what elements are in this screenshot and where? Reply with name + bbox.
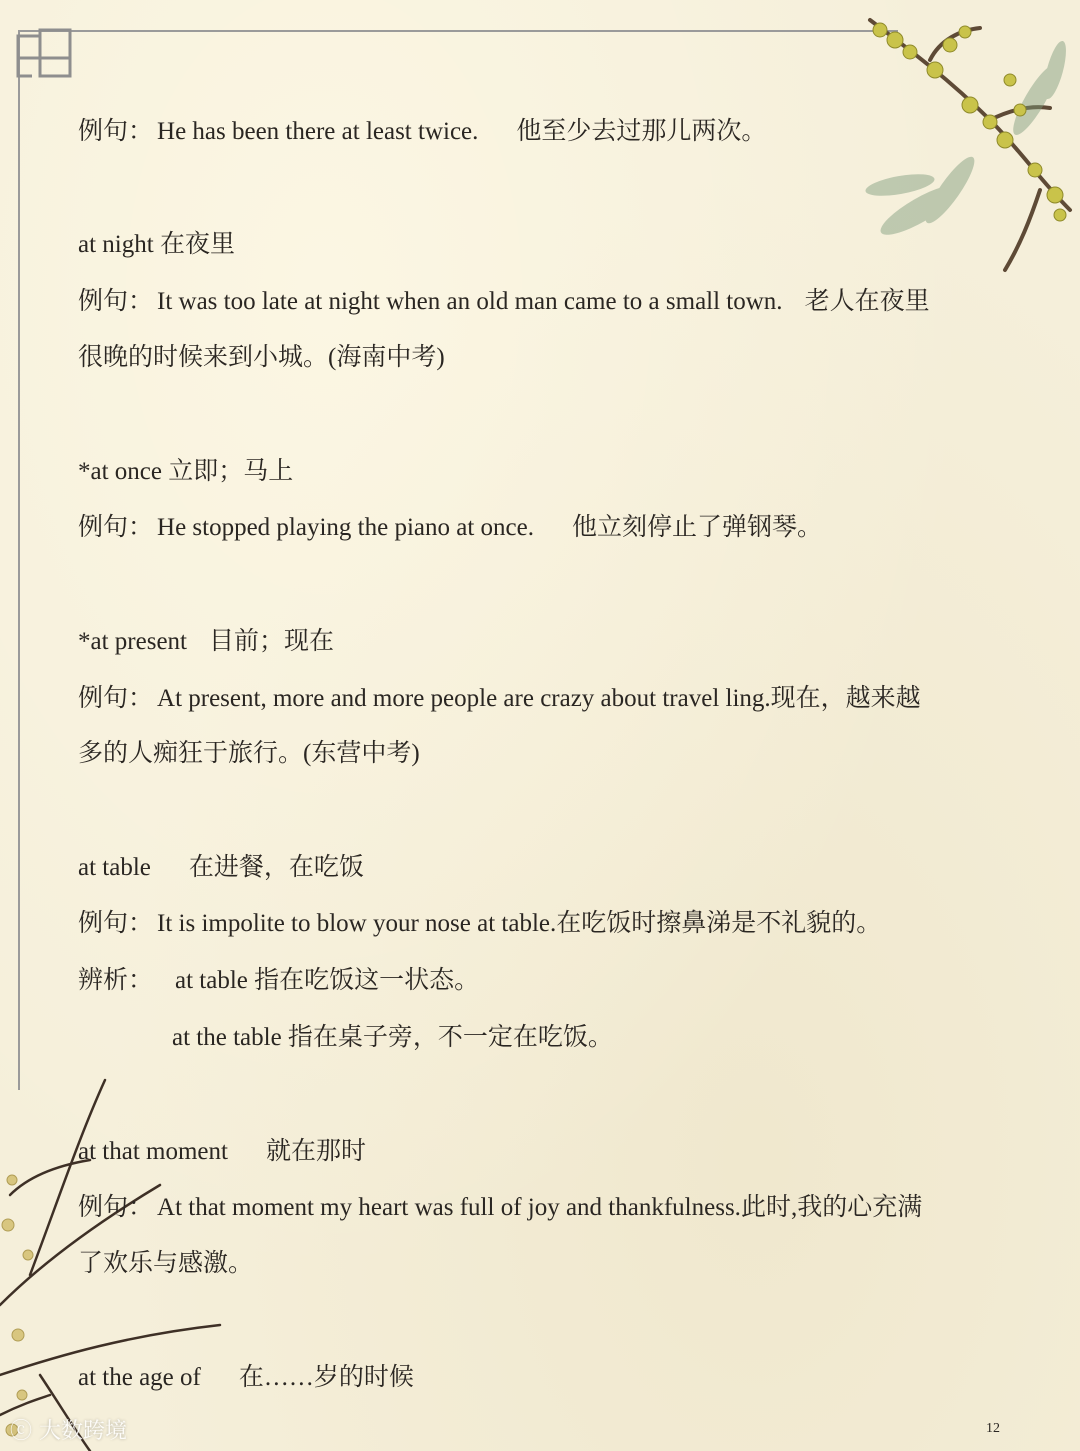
example-line-4 — [78, 686, 921, 711]
page-number: 12 — [986, 1421, 1000, 1436]
example-chinese-continued: 多的人痴狂于旅行。(东营中考) — [78, 740, 420, 767]
example-chinese: 在吃饭时擦鼻涕是不礼貌的。 — [556, 910, 882, 937]
example-chinese: 现在，越来越 — [770, 685, 921, 712]
example-line-1 — [78, 119, 766, 144]
phrase-term: *at present — [78, 628, 187, 655]
phrase-at-table — [78, 855, 364, 880]
example-english: It is impolite to blow your nose at table. — [157, 910, 557, 937]
phrase-meaning: 就在那时 — [265, 1138, 366, 1165]
example-english: At present, more and more people are crazy about travel ling. — [157, 685, 771, 712]
example-chinese-continued: 了欢乐与感激。 — [78, 1250, 254, 1277]
phrase-term: at the age of — [78, 1364, 201, 1391]
example-label: 例句： — [78, 685, 154, 712]
corner-knot-ornament — [14, 26, 76, 82]
example-english: At that moment my heart was full of joy and thankfulness. — [157, 1194, 741, 1221]
phrase-meaning: 在夜里 — [159, 231, 235, 258]
watermark — [10, 1414, 127, 1445]
plum-blossom-branch-top — [840, 10, 1080, 280]
phrase-at-the-age-of — [78, 1365, 414, 1390]
phrase-meaning: 立即；马上 — [168, 458, 294, 485]
example-line-6 — [78, 1195, 922, 1220]
phrase-term: at that moment — [78, 1138, 228, 1165]
analysis-label: 辨析： — [78, 967, 154, 994]
phrase-at-once — [78, 459, 293, 484]
example-label: 例句： — [78, 288, 154, 315]
analysis-line-1 — [78, 968, 479, 993]
example-label: 例句： — [78, 910, 154, 937]
example-chinese: 他至少去过那儿两次。 — [516, 118, 767, 145]
phrase-term: at table — [78, 854, 151, 881]
phrase-term: at night — [78, 231, 154, 258]
example-english: He stopped playing the piano at once. — [157, 514, 534, 541]
example-chinese-continued: 很晚的时候来到小城。(海南中考) — [78, 344, 445, 371]
analysis-line-2 — [172, 1025, 613, 1050]
example-label: 例句： — [78, 118, 154, 145]
analysis-english: at table — [175, 967, 248, 994]
phrase-at-night — [78, 232, 235, 257]
example-line-6-cont — [78, 1251, 253, 1276]
analysis-english: at the table — [172, 1024, 282, 1051]
example-line-3 — [78, 515, 822, 540]
analysis-chinese: 指在吃饭这一状态。 — [254, 967, 480, 994]
phrase-meaning: 在……岁的时候 — [238, 1364, 414, 1391]
example-chinese: 此时,我的心充满 — [740, 1194, 923, 1221]
watermark-text: 大数跨境 — [39, 1419, 128, 1444]
example-line-2 — [78, 289, 930, 314]
frame-top-line — [18, 30, 898, 32]
example-line-4-cont — [78, 741, 420, 766]
example-label: 例句： — [78, 1194, 154, 1221]
frame-left-line — [18, 30, 20, 1090]
example-english: He has been there at least twice. — [157, 118, 479, 145]
phrase-meaning: 目前；现在 — [208, 628, 334, 655]
example-chinese: 老人在夜里 — [804, 288, 930, 315]
watermark-logo-icon: ⓒ — [10, 1419, 33, 1444]
phrase-meaning: 在进餐，在吃饭 — [188, 854, 364, 881]
example-line-5 — [78, 911, 881, 936]
example-label: 例句： — [78, 514, 154, 541]
example-english: It was too late at night when an old man came to a small town. — [157, 288, 783, 315]
analysis-chinese: 指在桌子旁，不一定在吃饭。 — [287, 1024, 613, 1051]
example-line-2-cont — [78, 345, 445, 370]
phrase-at-present — [78, 629, 334, 654]
phrase-term: *at once — [78, 458, 162, 485]
phrase-at-that-moment — [78, 1139, 366, 1164]
example-chinese: 他立刻停止了弹钢琴。 — [572, 514, 823, 541]
